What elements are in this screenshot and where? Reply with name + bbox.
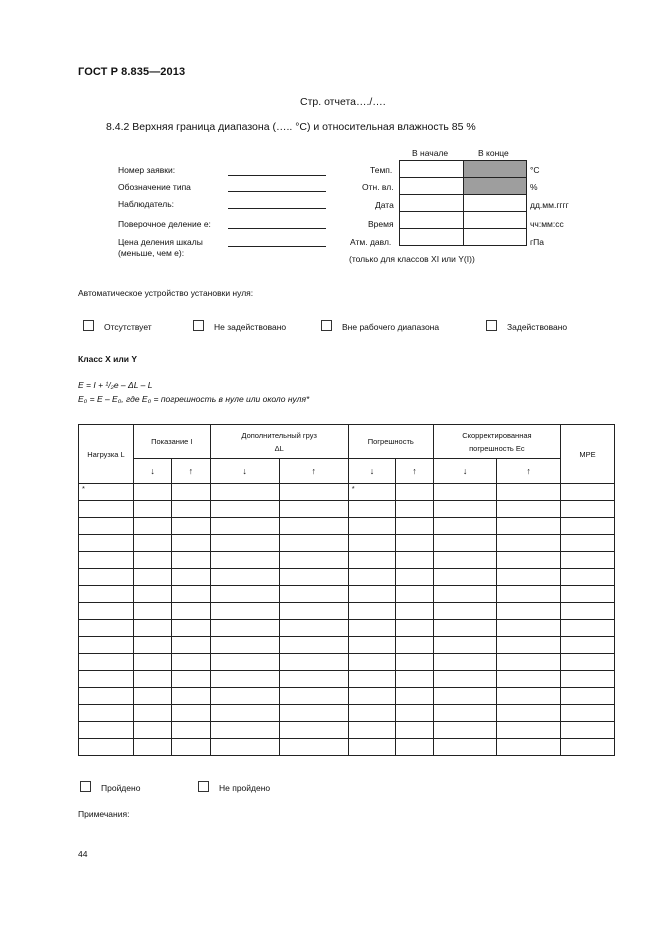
table-cell[interactable] (497, 586, 561, 603)
table-cell[interactable] (396, 535, 434, 552)
table-cell[interactable] (348, 705, 395, 722)
arrow-down-icon: ↓ (348, 459, 395, 484)
checkbox[interactable] (198, 781, 209, 792)
table-cell[interactable] (433, 637, 497, 654)
option-absent[interactable] (83, 320, 152, 332)
col-extra-load-line1: Дополнительный груз (241, 430, 317, 440)
arrow-down-icon: ↓ (433, 459, 497, 484)
arrow-down-icon: ↓ (210, 459, 279, 484)
request-number-label: Номер заявки: (118, 165, 176, 175)
cond-unit-temp: °C (530, 165, 540, 175)
cond-cell[interactable] (400, 229, 464, 246)
table-cell[interactable] (210, 552, 279, 569)
table-cell[interactable] (279, 518, 348, 535)
table-cell[interactable] (210, 671, 279, 688)
table-cell[interactable] (79, 518, 134, 535)
table-cell[interactable] (279, 620, 348, 637)
table-cell[interactable] (433, 535, 497, 552)
observer-field[interactable] (228, 208, 326, 209)
table-cell[interactable] (172, 586, 210, 603)
table-cell[interactable] (172, 654, 210, 671)
table-cell[interactable] (396, 569, 434, 586)
table-cell[interactable] (279, 671, 348, 688)
table-cell[interactable] (279, 637, 348, 654)
table-cell[interactable] (433, 484, 497, 501)
cond-row-time (400, 212, 527, 229)
table-cell[interactable] (79, 688, 134, 705)
table-cell[interactable] (79, 637, 134, 654)
checkbox[interactable] (193, 320, 204, 331)
arrow-up-icon: ↑ (396, 459, 434, 484)
checkbox[interactable] (321, 320, 332, 331)
table-cell[interactable] (134, 637, 172, 654)
zero-setting-title: Автоматическое устройство установки нуля: (78, 288, 254, 298)
table-cell[interactable] (433, 705, 497, 722)
table-cell[interactable] (134, 620, 172, 637)
table-cell[interactable] (396, 501, 434, 518)
table-row (79, 620, 615, 637)
table-cell[interactable] (79, 501, 134, 518)
table-cell[interactable] (172, 501, 210, 518)
table-cell[interactable] (79, 654, 134, 671)
table-cell[interactable] (433, 518, 497, 535)
conditions-end-header: В конце (478, 148, 509, 158)
table-cell[interactable] (172, 688, 210, 705)
table-cell[interactable] (433, 671, 497, 688)
col-load: Нагрузка L (79, 425, 134, 484)
table-cell[interactable] (210, 705, 279, 722)
table-cell[interactable] (561, 722, 615, 739)
verification-division-label: Поверочное деление е: (118, 219, 211, 229)
checkbox[interactable] (486, 320, 497, 331)
table-cell[interactable] (433, 654, 497, 671)
table-cell[interactable] (348, 535, 395, 552)
cond-label-date: Дата (375, 200, 394, 210)
option-out-of-range[interactable] (321, 320, 439, 332)
table-row (79, 535, 615, 552)
table-cell[interactable] (561, 688, 615, 705)
table-cell[interactable] (561, 484, 615, 501)
arrow-down-icon: ↓ (134, 459, 172, 484)
type-designation-label: Обозначение типа (118, 182, 191, 192)
table-cell[interactable] (134, 705, 172, 722)
table-cell[interactable] (134, 586, 172, 603)
table-row (79, 603, 615, 620)
table-cell[interactable] (279, 535, 348, 552)
table-cell[interactable] (497, 705, 561, 722)
table-cell[interactable] (433, 569, 497, 586)
table-cell[interactable] (348, 569, 395, 586)
cond-cell[interactable] (464, 195, 527, 212)
table-cell[interactable] (497, 688, 561, 705)
option-label: Не задействовано (214, 322, 287, 332)
table-cell[interactable] (561, 569, 615, 586)
table-row (79, 484, 615, 501)
table-cell[interactable] (396, 671, 434, 688)
table-cell[interactable] (134, 671, 172, 688)
table-cell[interactable] (561, 603, 615, 620)
table-direction-row (79, 459, 615, 484)
table-cell[interactable] (134, 722, 172, 739)
table-cell[interactable] (396, 484, 434, 501)
scale-division-field[interactable] (228, 246, 326, 247)
table-header-row (79, 425, 615, 459)
table-cell[interactable] (497, 501, 561, 518)
table-cell[interactable] (172, 637, 210, 654)
table-cell[interactable] (561, 535, 615, 552)
table-row (79, 654, 615, 671)
cond-unit-date: дд.мм.гггг (530, 200, 569, 210)
col-indication: Показание I (134, 425, 211, 459)
type-designation-field[interactable] (228, 191, 326, 192)
cond-row-date (400, 195, 527, 212)
cond-row-humidity (400, 178, 527, 195)
table-cell[interactable] (396, 739, 434, 756)
table-cell[interactable] (396, 603, 434, 620)
table-cell[interactable] (134, 501, 172, 518)
table-cell[interactable] (561, 552, 615, 569)
table-cell[interactable] (561, 586, 615, 603)
table-cell[interactable] (210, 501, 279, 518)
table-row (79, 518, 615, 535)
table-cell[interactable] (134, 688, 172, 705)
table-cell[interactable] (396, 586, 434, 603)
option-label: Отсутствует (104, 322, 152, 332)
table-cell[interactable] (348, 620, 395, 637)
table-cell[interactable] (279, 569, 348, 586)
cond-cell[interactable] (464, 212, 527, 229)
table-cell[interactable] (348, 501, 395, 518)
table-cell[interactable] (279, 705, 348, 722)
checkbox[interactable] (83, 320, 94, 331)
table-row (79, 569, 615, 586)
table-cell[interactable] (210, 603, 279, 620)
col-extra-load (210, 425, 348, 459)
table-cell[interactable] (348, 739, 395, 756)
table-cell[interactable] (348, 603, 395, 620)
table-cell[interactable] (497, 603, 561, 620)
cond-unit-time: чч:мм:сс (530, 219, 564, 229)
conditions-table (399, 160, 527, 246)
table-cell[interactable] (433, 688, 497, 705)
table-cell[interactable] (79, 739, 134, 756)
arrow-up-icon: ↑ (172, 459, 210, 484)
table-cell[interactable] (396, 518, 434, 535)
table-row (79, 688, 615, 705)
table-cell[interactable] (497, 535, 561, 552)
table-cell[interactable] (210, 688, 279, 705)
table-cell[interactable] (210, 722, 279, 739)
table-cell[interactable] (433, 586, 497, 603)
cond-row-temp (400, 161, 527, 178)
table-cell[interactable] (172, 671, 210, 688)
arrow-up-icon: ↑ (279, 459, 348, 484)
table-cell[interactable] (561, 637, 615, 654)
table-cell[interactable] (172, 705, 210, 722)
table-cell[interactable]: * (348, 484, 395, 501)
table-cell[interactable] (497, 739, 561, 756)
table-row (79, 739, 615, 756)
table-cell[interactable] (433, 739, 497, 756)
table-cell[interactable] (210, 739, 279, 756)
col-corrected-line2: погрешность Ec (469, 443, 525, 453)
table-cell[interactable] (279, 586, 348, 603)
table-row (79, 705, 615, 722)
checkbox[interactable] (80, 781, 91, 792)
cond-label-time: Время (368, 219, 394, 229)
table-cell[interactable] (210, 620, 279, 637)
table-cell[interactable] (497, 722, 561, 739)
cond-unit-humidity: % (530, 182, 538, 192)
table-cell[interactable] (396, 654, 434, 671)
table-cell[interactable] (79, 620, 134, 637)
observer-label: Наблюдатель: (118, 199, 174, 209)
table-cell[interactable] (497, 654, 561, 671)
table-cell[interactable] (172, 552, 210, 569)
table-cell[interactable] (79, 671, 134, 688)
conditions-start-header: В начале (412, 148, 449, 158)
result-failed[interactable] (198, 781, 270, 793)
formula-corrected-error: E₀ = E – E₀, где E₀ = погрешность в нуле или около нуля* (78, 394, 310, 404)
table-cell[interactable] (279, 739, 348, 756)
table-cell[interactable] (79, 552, 134, 569)
request-number-field[interactable] (228, 175, 326, 176)
cond-cell[interactable] (464, 229, 527, 246)
col-corrected-error (433, 425, 560, 459)
table-cell[interactable] (134, 518, 172, 535)
table-cell[interactable] (172, 569, 210, 586)
page-number: 44 (78, 849, 88, 859)
table-cell[interactable] (134, 654, 172, 671)
table-cell[interactable] (561, 501, 615, 518)
table-cell[interactable] (279, 722, 348, 739)
table-cell[interactable] (433, 603, 497, 620)
table-cell[interactable] (433, 552, 497, 569)
table-cell[interactable] (210, 569, 279, 586)
table-row (79, 586, 615, 603)
cond-label-humidity: Отн. вл. (362, 182, 394, 192)
col-corrected-line1: Скорректированная (462, 430, 532, 440)
table-cell[interactable] (348, 586, 395, 603)
table-cell[interactable] (279, 501, 348, 518)
table-cell[interactable] (172, 484, 210, 501)
table-cell[interactable] (497, 637, 561, 654)
table-cell[interactable] (79, 535, 134, 552)
table-cell[interactable]: * (79, 484, 134, 501)
cond-row-pressure (400, 229, 527, 246)
table-cell[interactable] (134, 535, 172, 552)
table-cell[interactable] (210, 484, 279, 501)
report-page-counter: Стр. отчета…./…. (300, 96, 386, 108)
table-cell[interactable] (210, 535, 279, 552)
table-cell[interactable] (433, 722, 497, 739)
table-cell[interactable] (561, 705, 615, 722)
table-cell[interactable] (172, 518, 210, 535)
table-cell[interactable] (433, 620, 497, 637)
table-cell[interactable] (561, 620, 615, 637)
table-cell[interactable] (497, 569, 561, 586)
table-cell[interactable] (497, 484, 561, 501)
table-cell[interactable] (561, 654, 615, 671)
table-cell[interactable] (396, 552, 434, 569)
table-cell[interactable] (433, 501, 497, 518)
table-cell[interactable] (348, 671, 395, 688)
scale-division-label: Цена деления шкалы (118, 237, 203, 247)
table-cell[interactable] (210, 637, 279, 654)
table-cell[interactable] (79, 603, 134, 620)
table-cell[interactable] (210, 586, 279, 603)
table-cell[interactable] (279, 688, 348, 705)
table-cell[interactable] (497, 671, 561, 688)
table-row (79, 722, 615, 739)
table-cell[interactable] (79, 722, 134, 739)
result-passed-label: Пройдено (101, 783, 141, 793)
table-cell[interactable] (497, 552, 561, 569)
table-cell[interactable] (172, 603, 210, 620)
option-not-engaged[interactable] (193, 320, 286, 332)
table-row (79, 552, 615, 569)
table-cell[interactable] (348, 654, 395, 671)
table-cell[interactable] (497, 620, 561, 637)
table-cell[interactable] (348, 518, 395, 535)
table-cell[interactable] (279, 552, 348, 569)
formula-error: E = I + ¹/₂e – ΔL – L (78, 380, 153, 390)
table-cell[interactable] (210, 654, 279, 671)
table-cell[interactable] (172, 722, 210, 739)
table-cell[interactable] (134, 552, 172, 569)
cond-cell-shaded (464, 178, 527, 195)
table-cell[interactable] (348, 722, 395, 739)
table-cell[interactable] (561, 671, 615, 688)
cond-cell[interactable] (400, 195, 464, 212)
table-cell[interactable] (396, 722, 434, 739)
table-row (79, 501, 615, 518)
section-heading: 8.4.2 Верхняя граница диапазона (….. °C) и относительная влажность 85 % (106, 121, 476, 133)
table-cell[interactable] (279, 654, 348, 671)
col-error: Погрешность (348, 425, 433, 459)
col-extra-load-line2: ΔL (274, 443, 284, 453)
table-row (79, 671, 615, 688)
table-cell[interactable] (79, 705, 134, 722)
option-label: Вне рабочего диапазона (342, 322, 440, 332)
notes-label: Примечания: (78, 809, 130, 819)
table-cell[interactable] (561, 739, 615, 756)
cond-cell-shaded (464, 161, 527, 178)
cond-cell[interactable] (400, 161, 464, 178)
cond-label-pressure: Атм. давл. (350, 237, 392, 247)
cond-label-temp: Темп. (370, 165, 393, 175)
table-cell[interactable] (348, 688, 395, 705)
table-cell[interactable] (79, 586, 134, 603)
cond-cell[interactable] (400, 212, 464, 229)
scale-division-label-cont: (меньше, чем е): (118, 248, 185, 258)
table-cell[interactable] (396, 637, 434, 654)
table-cell[interactable] (279, 603, 348, 620)
col-mpe: MPE (561, 425, 615, 484)
table-cell[interactable] (396, 620, 434, 637)
table-cell[interactable] (172, 739, 210, 756)
table-cell[interactable] (497, 518, 561, 535)
conditions-note: (только для классов XI или Y(I)) (349, 254, 475, 264)
table-cell[interactable] (172, 535, 210, 552)
arrow-up-icon: ↑ (497, 459, 561, 484)
verification-division-field[interactable] (228, 228, 326, 229)
table-cell[interactable] (134, 569, 172, 586)
table-cell[interactable] (348, 552, 395, 569)
cond-unit-pressure: гПа (530, 237, 544, 247)
result-failed-label: Не пройдено (219, 783, 271, 793)
document-title: ГОСТ Р 8.835—2013 (78, 66, 186, 78)
cond-cell[interactable] (400, 178, 464, 195)
table-cell[interactable] (561, 518, 615, 535)
result-passed[interactable] (80, 781, 140, 793)
option-label: Задействовано (507, 322, 568, 332)
option-engaged[interactable] (486, 320, 567, 332)
measurement-table (78, 424, 615, 756)
table-cell[interactable] (396, 705, 434, 722)
table-cell[interactable] (79, 569, 134, 586)
table-cell[interactable] (134, 739, 172, 756)
table-row (79, 637, 615, 654)
table-cell[interactable] (279, 484, 348, 501)
table-cell[interactable] (134, 603, 172, 620)
class-heading: Класс X или Y (78, 354, 138, 364)
table-cell[interactable] (210, 518, 279, 535)
table-cell[interactable] (396, 688, 434, 705)
table-cell[interactable] (348, 637, 395, 654)
table-cell[interactable] (134, 484, 172, 501)
table-cell[interactable] (172, 620, 210, 637)
